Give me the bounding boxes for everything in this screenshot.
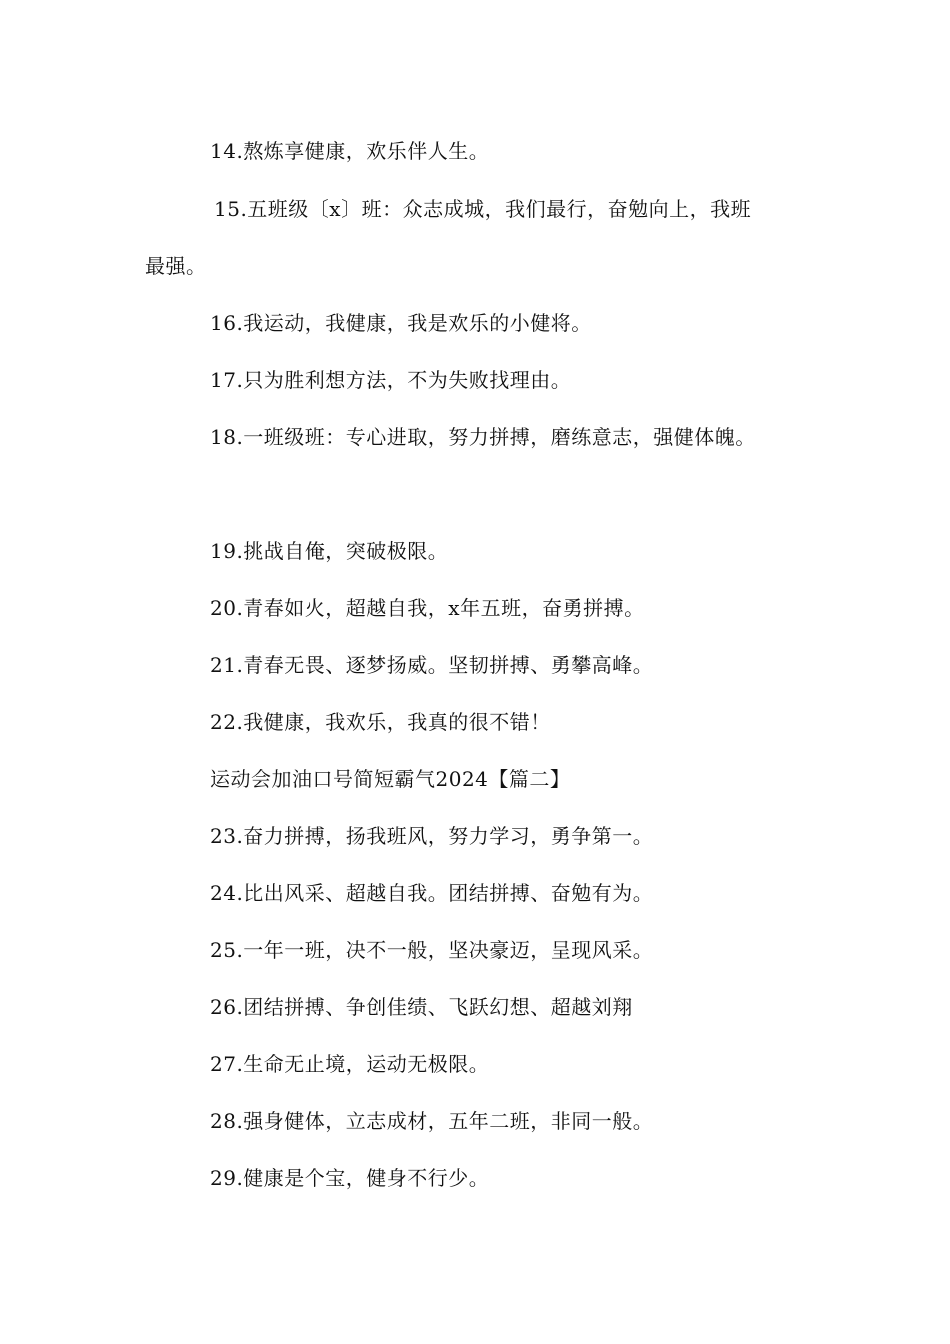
text-line-18: 18.一班级班：专心进取，努力拼搏，磨练意志，强健体魄。 <box>210 425 756 449</box>
text-line-22: 22.我健康，我欢乐，我真的很不错！ <box>210 710 551 734</box>
text-line-25: 25.一年一班，决不一般，坚决豪迈，呈现风采。 <box>210 938 654 962</box>
text-line-15: 15.五班级〔x〕班：众志成城，我们最行，奋勉向上，我班 <box>214 197 752 221</box>
text-line-16: 16.我运动，我健康，我是欢乐的小健将。 <box>210 311 592 335</box>
section-heading: 运动会加油口号简短霸气2024【篇二】 <box>210 767 571 791</box>
text-line-15-continued: 最强。 <box>145 254 207 278</box>
text-line-14: 14.熬炼享健康，欢乐伴人生。 <box>210 139 490 163</box>
text-line-28: 28.强身健体，立志成材，五年二班，非同一般。 <box>210 1109 654 1133</box>
text-line-26: 26.团结拼搏、争创佳绩、飞跃幻想、超越刘翔 <box>210 995 633 1019</box>
text-line-23: 23.奋力拼搏，扬我班风，努力学习，勇争第一。 <box>210 824 654 848</box>
text-line-24: 24.比出风采、超越自我。团结拼搏、奋勉有为。 <box>210 881 654 905</box>
text-line-21: 21.青春无畏、逐梦扬威。坚韧拼搏、勇攀高峰。 <box>210 653 654 677</box>
text-line-19: 19.挑战自俺，突破极限。 <box>210 539 449 563</box>
text-line-27: 27.生命无止境，运动无极限。 <box>210 1052 490 1076</box>
text-line-29: 29.健康是个宝，健身不行少。 <box>210 1166 490 1190</box>
text-line-17: 17.只为胜利想方法，不为失败找理由。 <box>210 368 572 392</box>
text-line-20: 20.青春如火，超越自我，x年五班，奋勇拼搏。 <box>210 596 645 620</box>
